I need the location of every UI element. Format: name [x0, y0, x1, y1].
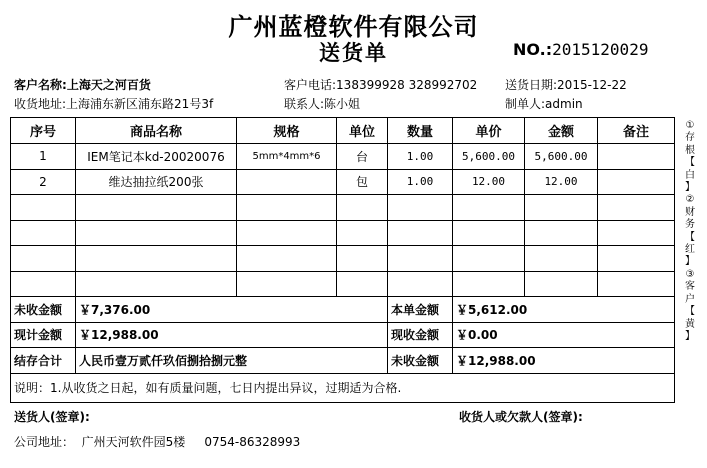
delivery-table — [10, 117, 675, 403]
column-header: 金额 — [525, 118, 598, 144]
side-char: ③ — [685, 268, 695, 280]
uncollected-total-value: ￥12,988.00 — [453, 348, 675, 374]
side-char: 【 — [685, 306, 695, 318]
received-value: ￥0.00 — [453, 322, 675, 348]
side-char: 】 — [685, 256, 695, 268]
row-product-name: IEM笔记本kd-20020076 — [76, 144, 237, 170]
cash-label: 现计金额 — [11, 322, 76, 348]
side-char: 客 — [685, 281, 695, 293]
side-char: 根 — [685, 144, 695, 156]
column-header: 规格 — [237, 118, 337, 144]
row-spec — [237, 169, 337, 195]
row-spec: 5mm*4mm*6 — [237, 144, 337, 170]
side-char: 务 — [685, 219, 695, 231]
document-maker-label: 制单人: — [505, 97, 546, 111]
customer-name-value: 上海天之河百货 — [66, 78, 151, 92]
customer-phone — [284, 76, 477, 93]
row-price: 5,600.00 — [453, 144, 525, 170]
delivery-address-value: 上海浦东新区浦东路21号3f — [66, 97, 214, 111]
row-amount: 12.00 — [525, 169, 598, 195]
side-char: 白 — [685, 169, 695, 181]
column-header: 单位 — [337, 118, 388, 144]
row-unit: 包 — [337, 169, 388, 195]
balance-value: 人民币壹万贰仟玖佰捌拾捌元整 — [76, 348, 388, 374]
empty-row — [11, 246, 675, 272]
delivery-address-label: 收货地址: — [14, 97, 67, 111]
summary-row — [11, 322, 675, 348]
current-amount-value: ￥5,612.00 — [453, 297, 675, 323]
contact-person — [284, 95, 360, 112]
side-char: 】 — [685, 182, 695, 194]
uncollected-label: 未收金额 — [11, 297, 76, 323]
row-quantity: 1.00 — [388, 169, 453, 195]
customer-phone-label: 客户电话: — [284, 78, 337, 92]
summary-row — [11, 297, 675, 323]
empty-row — [11, 195, 675, 221]
column-header: 数量 — [388, 118, 453, 144]
row-price: 12.00 — [453, 169, 525, 195]
document-maker — [505, 95, 583, 112]
company-address: 公司地址： 广州天河软件园5楼 0754-86328993 — [14, 435, 301, 449]
company-name: 广州蓝橙软件有限公司 — [228, 13, 479, 41]
row-remark — [598, 144, 675, 170]
side-char: 财 — [685, 206, 695, 218]
side-char: 存 — [685, 132, 695, 144]
current-amount-label: 本单金额 — [388, 297, 453, 323]
row-amount: 5,600.00 — [525, 144, 598, 170]
side-char: 【 — [685, 231, 695, 243]
delivery-date — [505, 76, 627, 93]
received-label: 现收金额 — [388, 322, 453, 348]
side-char: 红 — [685, 244, 695, 256]
sender-signature: 送货人(签章): — [14, 410, 90, 424]
row-quantity: 1.00 — [388, 144, 453, 170]
column-header: 单价 — [453, 118, 525, 144]
row-no: 1 — [11, 144, 76, 170]
summary-row — [11, 348, 675, 374]
document-number — [513, 40, 648, 59]
document-maker-value: admin — [545, 97, 583, 111]
table-header-row — [11, 118, 675, 144]
column-header: 序号 — [11, 118, 76, 144]
table-row — [11, 144, 675, 170]
delivery-address — [14, 95, 213, 112]
receiver-signature: 收货人或欠款人(签章): — [459, 410, 583, 424]
document-number-value: 2015120029 — [552, 40, 649, 59]
side-char: 【 — [685, 157, 695, 169]
side-char: 黄 — [685, 318, 695, 330]
row-unit: 台 — [337, 144, 388, 170]
side-char: 】 — [685, 330, 695, 342]
note-row — [11, 373, 675, 402]
document-number-label: NO.: — [513, 40, 553, 59]
row-product-name: 维达抽拉纸200张 — [76, 169, 237, 195]
document-title: 送货单 — [319, 41, 388, 65]
empty-row — [11, 220, 675, 246]
uncollected-total-label: 未收金额 — [388, 348, 453, 374]
contact-person-value: 陈小姐 — [324, 97, 361, 111]
side-char: ② — [685, 194, 695, 206]
side-char: 户 — [685, 293, 695, 305]
contact-person-label: 联系人: — [284, 97, 325, 111]
delivery-date-value: 2015-12-22 — [557, 78, 627, 92]
delivery-date-label: 送货日期: — [505, 78, 558, 92]
cash-value: ￥12,988.00 — [76, 322, 388, 348]
table-row — [11, 169, 675, 195]
column-header: 备注 — [598, 118, 675, 144]
uncollected-value: ￥7,376.00 — [76, 297, 388, 323]
customer-name-label: 客户名称: — [14, 78, 67, 92]
side-char: ① — [685, 120, 695, 131]
balance-label: 结存合计 — [11, 348, 76, 374]
terms-note: 说明：1.从收货之日起，如有质量问题，七日内提出异议，过期适为合格. — [11, 373, 675, 402]
row-remark — [598, 169, 675, 195]
copy-distribution-note — [681, 120, 699, 343]
empty-row — [11, 271, 675, 297]
customer-phone-value: 138399928 328992702 — [336, 78, 478, 92]
row-no: 2 — [11, 169, 76, 195]
column-header: 商品名称 — [76, 118, 237, 144]
customer-name — [14, 76, 151, 93]
